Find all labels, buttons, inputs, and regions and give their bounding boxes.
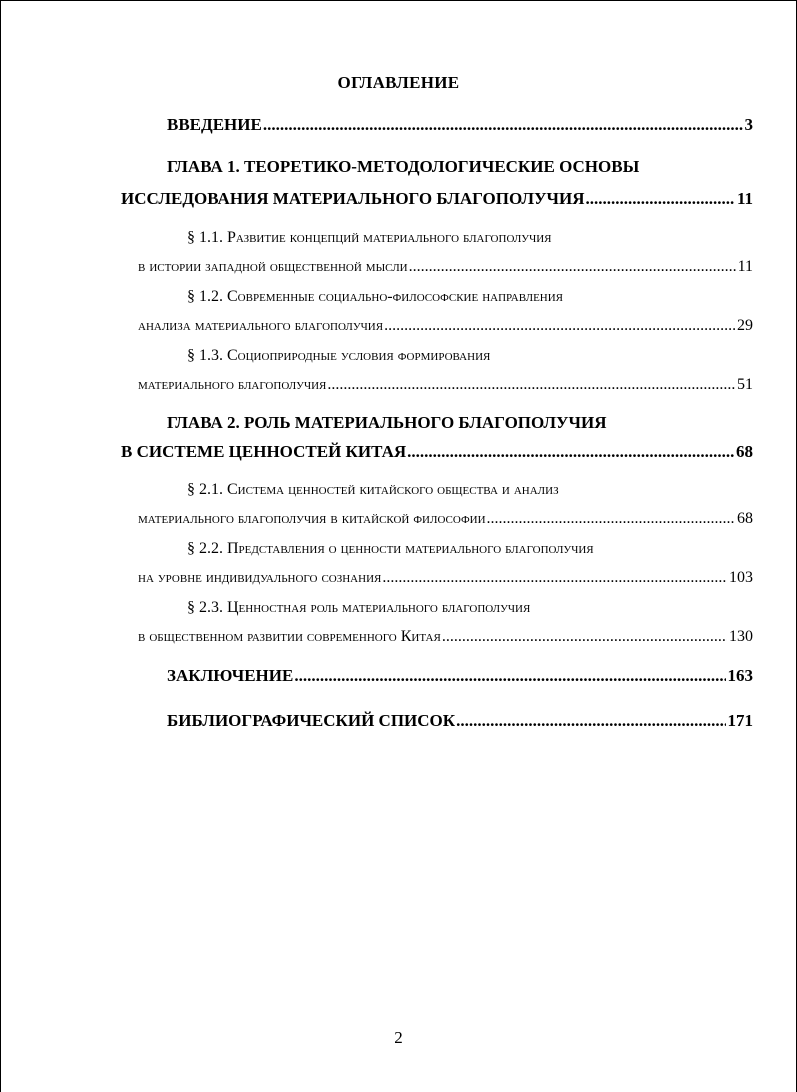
page-number: 2 xyxy=(394,1028,403,1047)
toc-entry-text: ВВЕДЕНИЕ xyxy=(167,115,262,134)
toc-entry-text: ИССЛЕДОВАНИЯ МАТЕРИАЛЬНОГО БЛАГОПОЛУЧИЯ xyxy=(121,189,585,208)
toc-entry-conclusion xyxy=(167,666,753,686)
dot-leader xyxy=(294,666,725,686)
toc-section-1-3-line1: § 1.3. Социоприродные условия формирования xyxy=(187,347,491,364)
toc-chapter-1-line1: ГЛАВА 1. ТЕОРЕТИКО-МЕТОДОЛОГИЧЕСКИЕ ОСНОВЫ xyxy=(167,157,640,176)
toc-entry-page: 11 xyxy=(737,258,753,275)
dot-leader xyxy=(327,376,735,394)
toc-entry-page: 68 xyxy=(736,442,753,461)
toc-entry-page: 11 xyxy=(736,189,753,208)
toc-section-1-3 xyxy=(138,376,753,394)
toc-section-1-1-line1: § 1.1. Развитие концепций материального благополучия xyxy=(187,229,552,246)
toc-entry-page: 163 xyxy=(727,666,753,685)
toc-entry-text: в общественном развитии современного Китая xyxy=(138,628,441,645)
dot-leader xyxy=(409,258,736,276)
dot-leader xyxy=(263,115,743,135)
toc-entry-page: 51 xyxy=(737,376,753,393)
toc-entry-introduction xyxy=(167,115,753,135)
dot-leader xyxy=(456,711,725,731)
toc-entry-page: 29 xyxy=(737,317,753,334)
dot-leader xyxy=(382,569,727,587)
toc-section-2-2 xyxy=(138,569,753,587)
toc-entry-bibliography xyxy=(167,711,753,731)
toc-entry-text: материального благополучия в китайской философии xyxy=(138,510,486,527)
toc-entry-text: в истории западной общественной мысли xyxy=(138,258,408,275)
dot-leader xyxy=(384,317,735,335)
dot-leader xyxy=(442,628,727,646)
dot-leader xyxy=(407,442,734,462)
toc-entry-page: 103 xyxy=(729,569,753,586)
toc-entry-text: В СИСТЕМЕ ЦЕННОСТЕЙ КИТАЯ xyxy=(121,442,407,461)
toc-section-2-1-line1: § 2.1. Система ценностей китайского общества и анализ xyxy=(187,481,559,498)
toc-title: ОГЛАВЛЕНИЕ xyxy=(337,73,460,92)
toc-entry-page: 3 xyxy=(744,115,753,134)
toc-section-1-2-line1: § 1.2. Современные социально-философские направления xyxy=(187,288,564,305)
toc-entry-text: ЗАКЛЮЧЕНИЕ xyxy=(167,666,294,685)
toc-entry-page: 171 xyxy=(727,711,753,730)
toc-section-2-3 xyxy=(138,628,753,646)
toc-entry-text: анализа материального благополучия xyxy=(138,317,384,334)
toc-section-1-1 xyxy=(138,258,753,276)
toc-entry-text: БИБЛИОГРАФИЧЕСКИЙ СПИСОК xyxy=(167,711,456,730)
toc-section-2-3-line1: § 2.3. Ценностная роль материального благополучия xyxy=(187,599,531,616)
toc-section-1-2 xyxy=(138,317,753,335)
toc-chapter-2-line1: ГЛАВА 2. РОЛЬ МАТЕРИАЛЬНОГО БЛАГОПОЛУЧИЯ xyxy=(167,413,607,432)
toc-entry-text: материального благополучия xyxy=(138,376,327,393)
dot-leader xyxy=(586,189,735,209)
dot-leader xyxy=(487,510,735,528)
toc-section-2-1 xyxy=(138,510,753,528)
toc-section-2-2-line1: § 2.2. Представления о ценности материального благополучия xyxy=(187,540,594,557)
toc-entry-page: 130 xyxy=(729,628,753,645)
toc-chapter-2 xyxy=(121,442,753,462)
toc-chapter-1 xyxy=(121,189,753,209)
toc-entry-page: 68 xyxy=(737,510,753,527)
toc-entry-text: на уровне индивидуального сознания xyxy=(138,569,382,586)
